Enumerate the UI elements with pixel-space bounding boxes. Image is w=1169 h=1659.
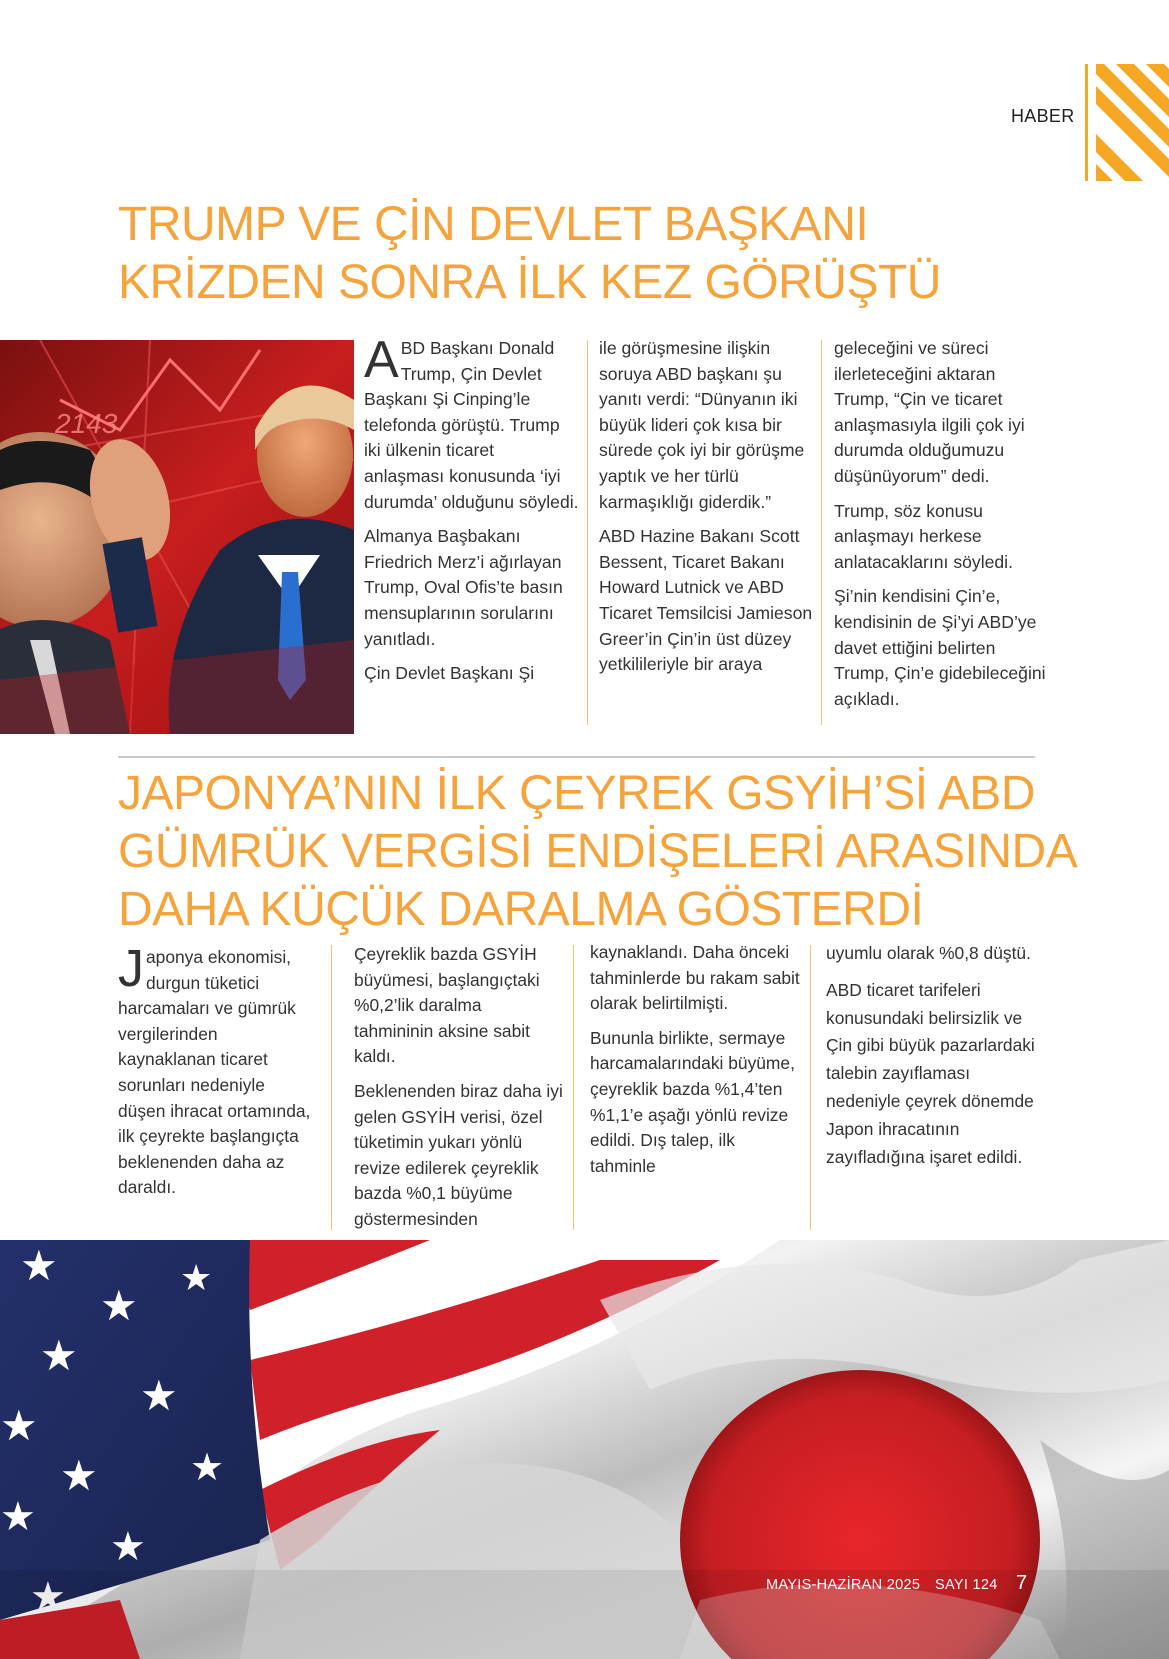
dropcap: J: [118, 940, 144, 998]
svg-text:★: ★: [180, 1258, 213, 1299]
section-label: HABER: [1011, 106, 1075, 126]
paragraph: aponya ekonomisi, durgun tüketici harcamaları ve gümrük vergilerinden kaynaklanan ticaret sorunları nedeniyle düşen ihracat ortamında, ilk çeyrekte başlangıçta beklenenden daha az daraldı.: [118, 947, 311, 1198]
svg-text:★: ★: [110, 1524, 146, 1570]
paragraph: Çeyreklik bazda GSYİH büyümesi, başlangıçtaki %0,2’lik daralma tahmininin aksine sabit kaldı.: [354, 944, 540, 1067]
paragraph: Şi’nin kendisini Çin’e, kendisinin de Şi’yi ABD’ye davet ettiğini belirten Trump, Çin’e gidebileceğini açıkladı.: [834, 586, 1046, 709]
svg-text:★: ★: [60, 1451, 98, 1500]
svg-text:★: ★: [140, 1371, 178, 1420]
trump-xi-photo: [0, 340, 354, 734]
photo-number: 2143: [55, 408, 118, 439]
paragraph: Trump, söz konusu anlaşmayı herkese anlatacaklarını söyledi.: [834, 500, 1013, 572]
paragraph: kaynaklandı. Daha önceki tahminlerde bu rakam sabit olarak belirtilmişti.: [590, 942, 800, 1014]
article1-column-1: [364, 331, 579, 696]
stripes-logo: [1096, 64, 1169, 181]
column-rule: [821, 340, 822, 725]
paragraph: Almanya Başbakanı Friedrich Merz’i ağırlayan Trump, Oval Ofis’te basın mensuplarının sorularını yanıtladı.: [364, 526, 563, 649]
svg-text:★: ★: [190, 1445, 225, 1489]
header-rule: [1085, 64, 1088, 181]
paragraph: geleceğini ve süreci ilerleteceğini aktaran Trump, “Çin ve ticaret anlaşmasıyla ilgili çok iyi durumda olduğumuzu düşünüyorum” dedi.: [834, 338, 1025, 486]
article2-column-2: [354, 942, 564, 1242]
column-rule: [587, 340, 588, 725]
paragraph: Beklenenden biraz daha iyi gelen GSYİH verisi, özel tüketimin yukarı yönlü revize edilerek çeyreklik bazda %0,1 büyüme göstermesinden: [354, 1080, 563, 1229]
svg-text:★: ★: [40, 1331, 78, 1380]
paragraph: BD Başkanı Donald Trump, Çin Devlet Başkanı Şi Cinping’le telefonda görüştü. Trump iki ülkenin ticaret anlaşması konusunda ‘iyi durumda’ olduğunu söyledi.: [364, 338, 579, 512]
paragraph: ABD ticaret tarifeleri konusundaki belirsizlik ve Çin gibi büyük pazarlardaki talebin zayıflaması nedeniyle çeyrek dönemde Japon ihracatının zayıfladığına işaret edildi.: [826, 979, 1035, 1167]
article1-column-3: [834, 336, 1049, 721]
paragraph: uyumlu olarak %0,8 düştü.: [826, 943, 1031, 963]
paragraph: ile görüşmesine ilişkin soruya ABD başkanı şu yanıtı verdi: “Dünyanın iki büyük lideri çok kısa bir sürede çok iyi bir görüşme yaptık ve her türlü karmaşıklığı giderdik.”: [599, 338, 805, 512]
footer-date: MAYIS-HAZİRAN 2025: [766, 1577, 921, 1593]
page-number: 7: [1016, 1572, 1028, 1594]
paragraph: Çin Devlet Başkanı Şi: [364, 663, 535, 684]
dropcap: A: [364, 331, 399, 389]
svg-text:★: ★: [100, 1281, 138, 1330]
article2-column-4: [826, 940, 1036, 1180]
paragraph: ABD Hazine Bakanı Scott Bessent, Ticaret Bakanı Howard Lutnick ve ABD Ticaret Temsilcisi Jamieson Greer’in Çin’in üst düzey yetkilileriyle bir araya: [599, 526, 813, 675]
article-divider: [118, 756, 1035, 758]
article2-column-3: [590, 940, 800, 1188]
paragraph: Bununla birlikte, sermaye harcamalarındaki büyüme, çeyreklik bazda %1,4’ten %1,1’e aşağı yönlü revize edildi. Dış talep, ilk tahminle: [590, 1027, 795, 1176]
article1-column-2: [599, 336, 814, 687]
svg-text:★: ★: [20, 1241, 58, 1290]
article1-title: TRUMP VE ÇİN DEVLET BAŞKANI KRİZDEN SONRA İLK KEZ GÖRÜŞTÜ: [118, 198, 941, 309]
svg-text:★: ★: [0, 1494, 36, 1540]
us-japan-flags-photo: [0, 1240, 1169, 1659]
article2-column-1: [118, 940, 311, 1210]
article2-title: JAPONYA’NIN İLK ÇEYREK GSYİH’Sİ ABD GÜMRÜK VERGİSİ ENDİŞELERİ ARASINDA DAHA KÜÇÜK DARALMA GÖSTERDİ: [118, 767, 1075, 936]
svg-text:★: ★: [30, 1574, 66, 1620]
svg-text:★: ★: [0, 1401, 38, 1450]
footer-issue: SAYI 124: [935, 1577, 998, 1593]
column-rule: [331, 945, 332, 1230]
column-rule: [573, 945, 574, 1230]
column-rule: [810, 945, 811, 1230]
